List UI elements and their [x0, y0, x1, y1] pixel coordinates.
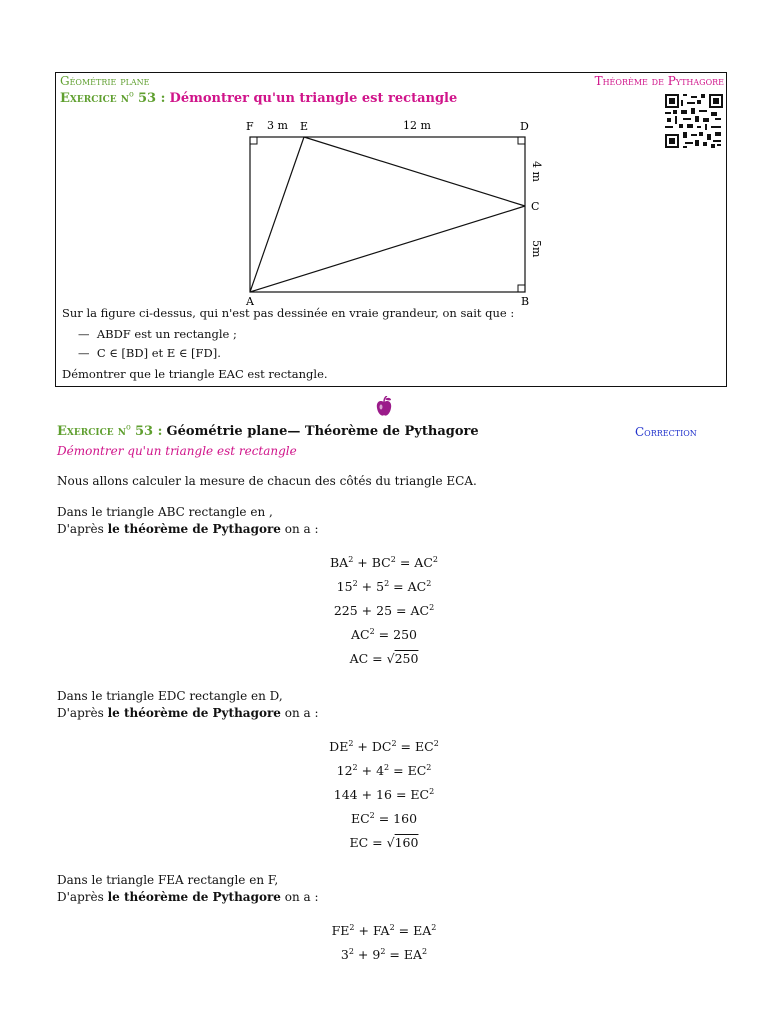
equation: EC = √160: [349, 835, 419, 850]
block3-line2: [57, 890, 319, 904]
text: D'après: [57, 522, 108, 536]
right-angle-d: [518, 137, 525, 144]
label-f: F: [246, 120, 254, 133]
equation: AC = √250: [349, 651, 419, 666]
correction-link[interactable]: Correction: [635, 425, 697, 439]
equation: $FE^2 + FA^2 = EA^2$: [331, 922, 437, 938]
exercise-label: Exercice: [60, 91, 117, 106]
segment-ae: [250, 137, 304, 292]
geometry-figure: [0, 0, 768, 320]
correction-heading: [57, 424, 479, 439]
block2-line2: [57, 706, 319, 720]
right-angle-f: [250, 137, 257, 144]
theorem-name: le théorème de Pythagore: [107, 890, 281, 904]
label-a: A: [246, 295, 254, 308]
statement-item-1: [78, 327, 237, 341]
block1-line2: [57, 522, 319, 536]
correction-no-prefix: n: [117, 424, 127, 439]
segment-ec: [304, 137, 525, 206]
apple-icon: [375, 396, 393, 418]
correction-intro: Nous allons calculer la mesure de chacun des côtés du triangle ECA.: [57, 474, 477, 488]
equation: $DE^2 + DC^2 = EC^2$: [329, 738, 439, 754]
text: D'après: [57, 890, 108, 904]
correction-no-sup: o: [126, 422, 131, 432]
dash: —: [78, 327, 90, 341]
label-b: B: [521, 295, 530, 308]
correction-subtitle: Démontrer qu'un triangle est rectangle: [57, 444, 297, 458]
exercise-title: Démontrer qu'un triangle est rectangle: [169, 91, 458, 106]
exercise-number: 53 :: [137, 91, 166, 106]
statement-item-2: [78, 346, 221, 360]
equation: $3^2 + 9^2 = EA^2$: [340, 946, 428, 962]
theme-label: Théorème de Pythagore: [594, 74, 724, 88]
rectangle-abdf: [250, 137, 525, 292]
dash: —: [78, 346, 90, 360]
equation: $15^2 + 5^2 = AC^2$: [336, 578, 432, 594]
equation: $144 + 16 = EC^2$: [333, 786, 435, 802]
text: on a :: [280, 522, 319, 536]
theorem-name: le théorème de Pythagore: [107, 706, 281, 720]
equation: $BA^2 + BC^2 = AC^2$: [330, 554, 438, 570]
text: on a :: [280, 706, 319, 720]
theorem-name: le théorème de Pythagore: [107, 522, 281, 536]
dim-ed: 12 m: [403, 119, 431, 132]
equation: $AC^2 = 250$: [351, 626, 417, 642]
category-label: Géométrie plane: [60, 74, 150, 88]
block3-line1: Dans le triangle FEA rectangle en F,: [57, 873, 279, 887]
dim-dc: 4 m: [530, 161, 543, 182]
equation: $12^2 + 4^2 = EC^2$: [336, 762, 432, 778]
label-d: D: [520, 120, 529, 133]
item-text: C ∈ [BD] et E ∈ [FD].: [96, 346, 221, 360]
label-e: E: [300, 120, 309, 133]
correction-exercise-label: Exercice: [57, 424, 114, 439]
block2-line1: Dans le triangle EDC rectangle en D,: [57, 689, 283, 703]
dim-cb: 5m: [530, 240, 543, 258]
block1-line1: Dans le triangle ABC rectangle en ,: [57, 505, 273, 519]
segment-ac: [250, 206, 525, 292]
equation: $225 + 25 = AC^2$: [333, 602, 435, 618]
statement-question: Démontrer que le triangle EAC est rectangle.: [62, 367, 328, 381]
item-text: ABDF est un rectangle ;: [96, 327, 237, 341]
correction-number: 53 :: [134, 424, 163, 439]
equation: $EC^2 = 160$: [350, 810, 418, 826]
exercise-no-prefix: n: [120, 91, 130, 106]
dim-fe: 3 m: [267, 119, 288, 132]
correction-title: Géométrie plane— Théorème de Pythagore: [166, 424, 479, 439]
exercise-no-sup: o: [129, 89, 134, 99]
label-c: C: [531, 200, 540, 213]
right-angle-b: [518, 285, 525, 292]
text: D'après: [57, 706, 108, 720]
statement-intro: Sur la figure ci-dessus, qui n'est pas dessinée en vraie grandeur, on sait que :: [62, 306, 515, 320]
text: on a :: [280, 890, 319, 904]
